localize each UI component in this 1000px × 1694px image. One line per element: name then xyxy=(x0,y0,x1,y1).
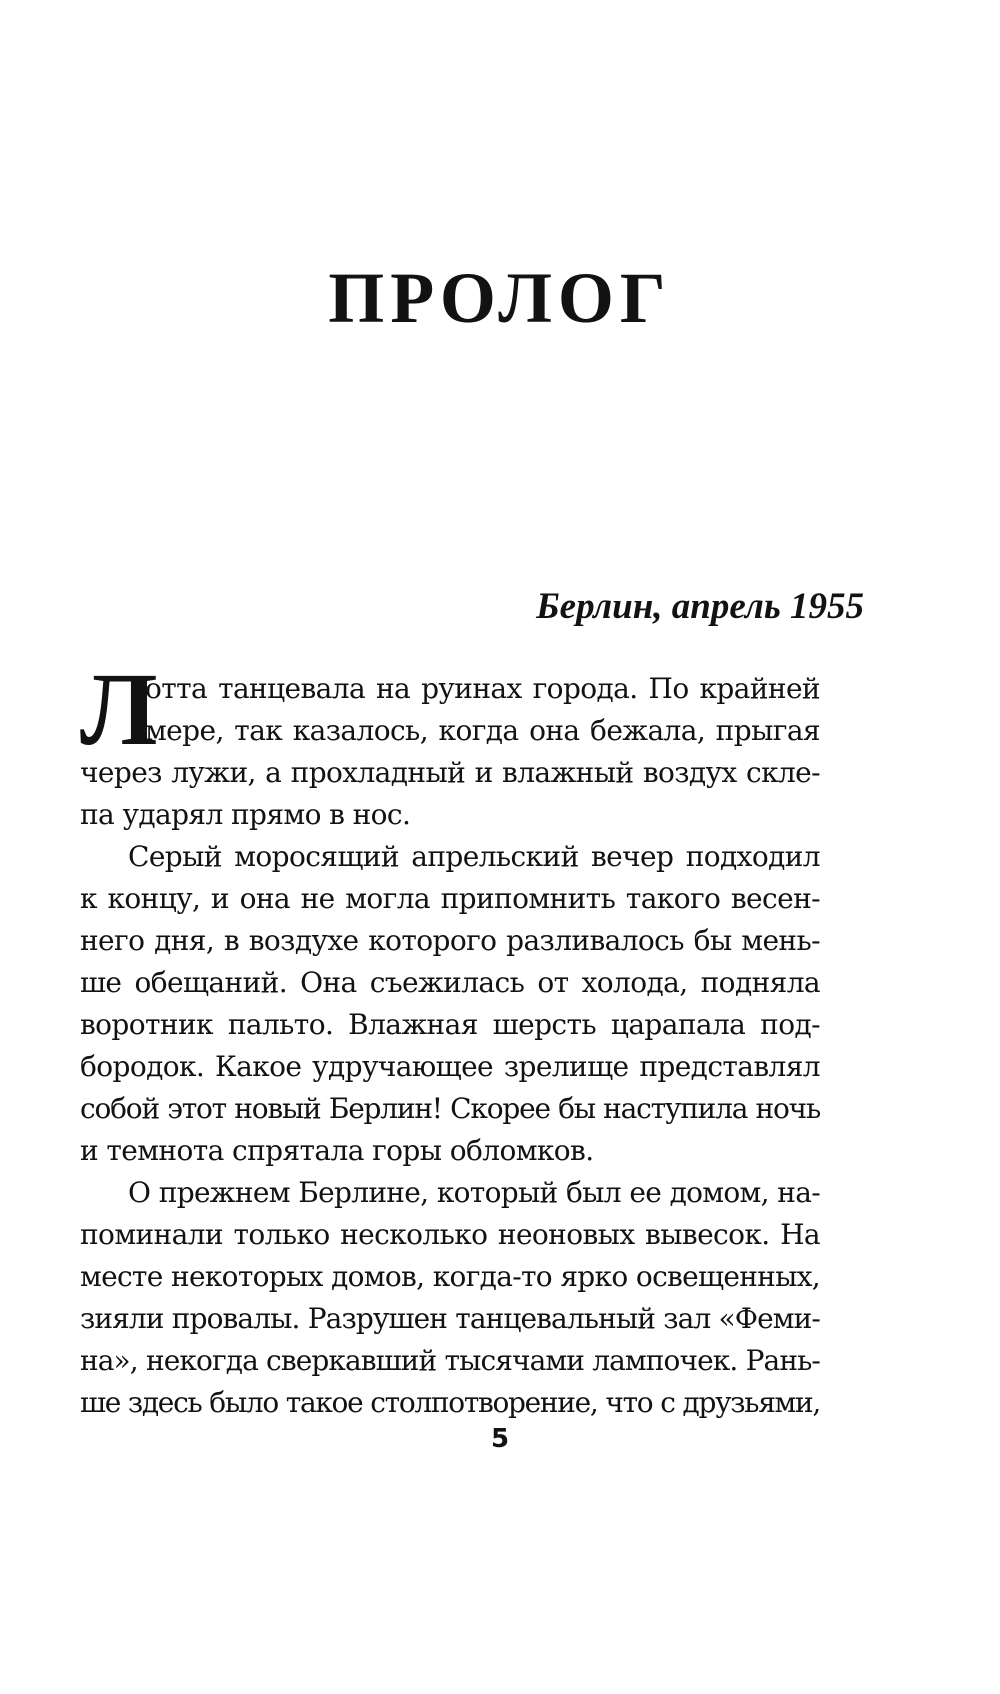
text-line: мере, так казалось, когда она бежала, прыгая xyxy=(145,714,820,747)
text-line: зияли провалы. Разрушен танцевальный зал «Феми- xyxy=(80,1302,820,1335)
paragraph-1-opening xyxy=(145,668,820,752)
paragraph-3 xyxy=(80,1172,820,1424)
text-line: ше здесь было такое столпотворение, что с друзьями, xyxy=(80,1386,820,1419)
text-line: бородок. Какое удручающее зрелище представлял xyxy=(80,1050,820,1083)
paragraph-1-continuation xyxy=(80,752,820,836)
text-line: ше обещаний. Она съежилась от холода, подняла xyxy=(80,966,820,999)
text-line: на», некогда сверкавший тысячами лампочек. Рань- xyxy=(80,1344,820,1377)
text-line: него дня, в воздухе которого разливалось бы мень- xyxy=(80,924,820,957)
text-line: собой этот новый Берлин! Скорее бы наступила ночь xyxy=(80,1092,820,1125)
text-line: поминали только несколько неоновых вывесок. На xyxy=(80,1218,820,1251)
text-line: к концу, и она не могла припомнить такого весен- xyxy=(80,882,820,915)
text-line: месте некоторых домов, когда-то ярко освещенных, xyxy=(80,1260,820,1293)
chapter-title: ПРОЛОГ xyxy=(328,258,672,338)
text-line: через лужи, а прохладный и влажный воздух скле- xyxy=(80,756,820,789)
text-line: па ударял прямо в нос. xyxy=(80,798,411,831)
text-line: отта танцевала на руинах города. По крайней xyxy=(145,672,820,705)
text-line: и темнота спрятала горы обломков. xyxy=(80,1134,594,1167)
paragraph-2 xyxy=(80,836,820,1172)
drop-cap-letter: Л xyxy=(80,652,158,767)
place-date-epigraph: Берлин, апрель 1955 xyxy=(536,586,864,627)
text-line: О прежнем Берлине, который был ее домом, на- xyxy=(128,1176,820,1209)
page-number: 5 xyxy=(490,1424,510,1454)
text-line: Серый моросящий апрельский вечер подходил xyxy=(128,840,820,873)
text-line: воротник пальто. Влажная шерсть царапала под- xyxy=(80,1008,820,1041)
